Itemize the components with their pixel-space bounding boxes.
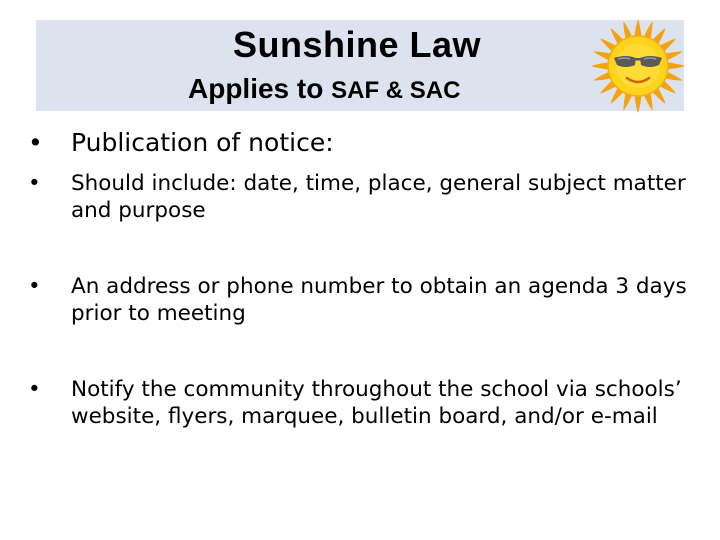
bullet-marker: • [28, 377, 41, 402]
bullet-item [28, 376, 698, 430]
bullet-item [28, 273, 698, 327]
bullet-marker: • [28, 274, 41, 299]
slide-subtitle [188, 71, 460, 109]
bullet-text: Should include: date, time, place, general subject matter and purpose [71, 171, 686, 223]
bullet-item [28, 126, 698, 160]
sun-with-sunglasses-icon [588, 14, 688, 118]
bullet-text: Publication of notice: [71, 128, 334, 157]
slide-title: Sunshine Law [232, 24, 482, 65]
subtitle-tail: SAF & SAC [331, 77, 461, 104]
bullet-marker: • [28, 128, 43, 157]
bullet-text: An address or phone number to obtain an agenda 3 days prior to meeting [71, 274, 687, 326]
bullet-text: Notify the community throughout the school via schools’ website, flyers, marquee, bulletin board, and/or e-mail [71, 377, 682, 429]
bullet-marker: • [28, 171, 41, 196]
subtitle-lead: Applies to [188, 73, 332, 104]
bullet-list [28, 126, 698, 430]
bullet-item [28, 170, 698, 224]
